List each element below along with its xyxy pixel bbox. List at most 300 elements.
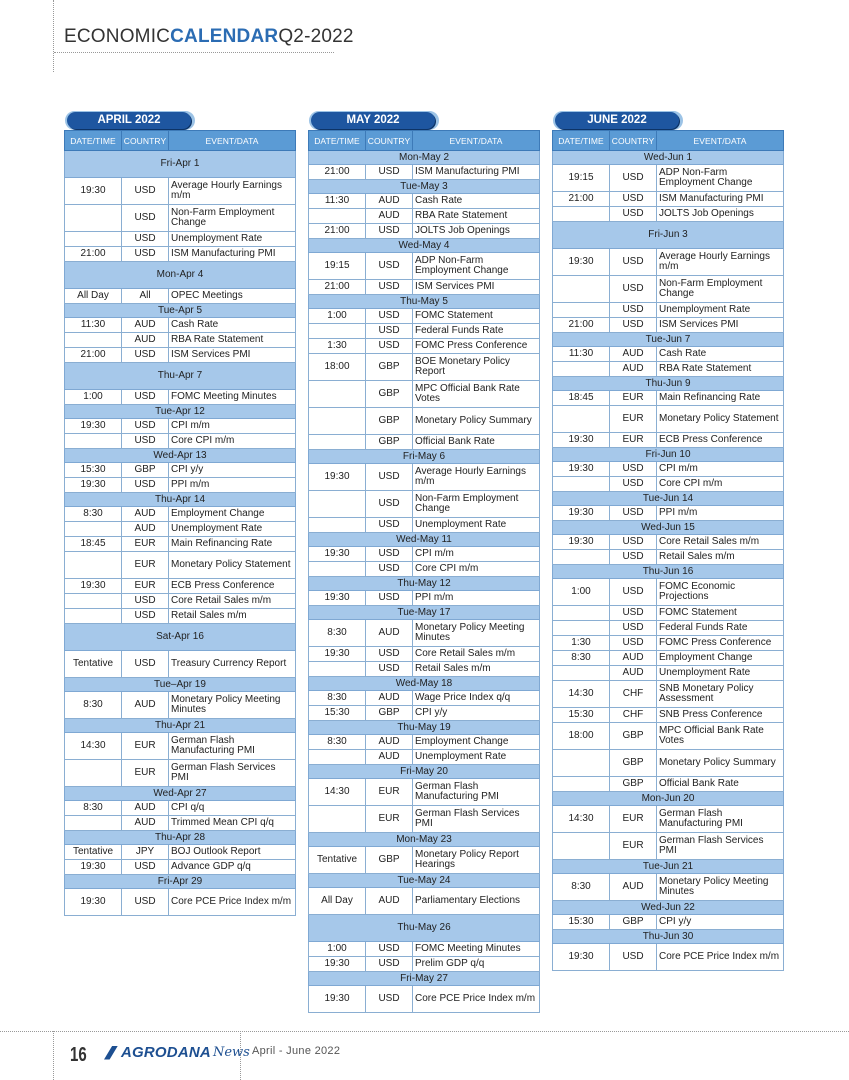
event-row — [553, 944, 784, 971]
event-country: USD — [366, 662, 413, 677]
day-label: Thu-Jun 9 — [553, 377, 784, 391]
event-time — [309, 750, 366, 765]
event-country: USD — [366, 324, 413, 339]
event-name: German Flash Services PMI — [413, 806, 540, 833]
event-row — [309, 209, 540, 224]
event-row — [309, 662, 540, 677]
event-time: 15:30 — [309, 706, 366, 721]
day-header-row — [65, 787, 296, 801]
event-time — [553, 303, 610, 318]
event-name: ISM Manufacturing PMI — [657, 192, 784, 207]
event-country: USD — [122, 348, 169, 363]
event-row — [65, 318, 296, 333]
month-banner — [311, 112, 540, 130]
event-country: AUD — [122, 318, 169, 333]
event-row — [309, 957, 540, 972]
event-time: 19:30 — [65, 178, 122, 205]
event-row — [553, 165, 784, 192]
day-header-row — [309, 833, 540, 847]
event-country: USD — [122, 247, 169, 262]
event-row — [65, 579, 296, 594]
event-time: 18:00 — [553, 723, 610, 750]
event-time — [309, 491, 366, 518]
event-country: GBP — [366, 354, 413, 381]
column-header-country: COUNTRY — [610, 131, 657, 151]
event-country: AUD — [366, 888, 413, 915]
day-label: Tue-Jun 14 — [553, 492, 784, 506]
day-header-row — [553, 492, 784, 506]
event-country: USD — [366, 491, 413, 518]
day-header-row — [553, 377, 784, 391]
event-name: ECB Press Conference — [657, 433, 784, 448]
day-header-row — [309, 577, 540, 591]
event-country: AUD — [610, 874, 657, 901]
day-label: Fri-May 20 — [309, 765, 540, 779]
event-country: USD — [610, 249, 657, 276]
event-time: 8:30 — [553, 651, 610, 666]
event-time: 18:45 — [65, 537, 122, 552]
event-country: AUD — [122, 692, 169, 719]
event-country: USD — [610, 535, 657, 550]
event-name: Federal Funds Rate — [657, 621, 784, 636]
event-name: PPI m/m — [413, 591, 540, 606]
event-name: Core Retail Sales m/m — [657, 535, 784, 550]
event-time — [553, 406, 610, 433]
event-row — [309, 847, 540, 874]
event-country: USD — [610, 506, 657, 521]
event-row — [309, 706, 540, 721]
event-time — [553, 621, 610, 636]
day-label: Thu-Apr 14 — [65, 493, 296, 507]
event-time: 14:30 — [309, 779, 366, 806]
event-row — [309, 194, 540, 209]
event-name: Official Bank Rate — [657, 777, 784, 792]
event-name: SNB Monetary Policy Assessment — [657, 681, 784, 708]
event-country: EUR — [122, 579, 169, 594]
event-row — [65, 552, 296, 579]
event-name: Average Hourly Earnings m/m — [657, 249, 784, 276]
event-time — [553, 777, 610, 792]
brand-name: AGRODANA — [121, 1044, 211, 1061]
event-time: 8:30 — [65, 507, 122, 522]
event-time — [65, 760, 122, 787]
event-time — [553, 207, 610, 222]
event-country: EUR — [366, 806, 413, 833]
event-country: USD — [610, 621, 657, 636]
event-name: Federal Funds Rate — [413, 324, 540, 339]
event-time: 21:00 — [65, 247, 122, 262]
event-row — [553, 550, 784, 565]
event-row — [309, 691, 540, 706]
event-row — [553, 651, 784, 666]
event-time — [553, 477, 610, 492]
event-time — [553, 606, 610, 621]
event-row — [65, 348, 296, 363]
event-time: 14:30 — [553, 681, 610, 708]
event-row — [65, 419, 296, 434]
event-country: USD — [610, 944, 657, 971]
event-country: USD — [610, 550, 657, 565]
event-country: USD — [122, 860, 169, 875]
event-name: BOE Monetary Policy Report — [413, 354, 540, 381]
day-label: Tue–Apr 19 — [65, 678, 296, 692]
event-name: Core PCE Price Index m/m — [413, 986, 540, 1013]
event-time: 19:30 — [65, 478, 122, 493]
day-label: Tue-Jun 7 — [553, 333, 784, 347]
event-row — [553, 207, 784, 222]
event-time: 19:30 — [309, 547, 366, 562]
event-row — [553, 433, 784, 448]
event-name: CPI m/m — [657, 462, 784, 477]
event-country: USD — [122, 419, 169, 434]
day-header-row — [309, 677, 540, 691]
event-country: USD — [366, 647, 413, 662]
column-header-event: EVENT/DATA — [169, 131, 296, 151]
day-header-row — [65, 405, 296, 419]
day-label: Wed-Apr 27 — [65, 787, 296, 801]
day-header-row — [65, 831, 296, 845]
event-country: USD — [366, 253, 413, 280]
event-name: Monetary Policy Statement — [169, 552, 296, 579]
event-name: Prelim GDP q/q — [413, 957, 540, 972]
event-country: AUD — [610, 651, 657, 666]
event-country: USD — [366, 224, 413, 239]
event-country: USD — [366, 518, 413, 533]
event-country: USD — [122, 478, 169, 493]
event-time: 19:30 — [65, 419, 122, 434]
event-country: EUR — [610, 406, 657, 433]
day-label: Thu-May 12 — [309, 577, 540, 591]
event-time: 14:30 — [553, 806, 610, 833]
event-name: FOMC Meeting Minutes — [413, 942, 540, 957]
event-name: Unemployment Rate — [169, 232, 296, 247]
event-time: 19:15 — [309, 253, 366, 280]
day-label: Thu-May 19 — [309, 721, 540, 735]
event-time — [65, 552, 122, 579]
event-country: AUD — [122, 522, 169, 537]
event-country: USD — [610, 606, 657, 621]
event-country: USD — [366, 547, 413, 562]
event-country: CHF — [610, 708, 657, 723]
event-row — [65, 594, 296, 609]
event-country: AUD — [122, 816, 169, 831]
event-country: USD — [610, 192, 657, 207]
event-row — [65, 178, 296, 205]
event-country: USD — [610, 276, 657, 303]
day-header-row — [309, 450, 540, 464]
event-time: 19:30 — [309, 464, 366, 491]
event-name: Cash Rate — [169, 318, 296, 333]
day-label: Thu-Jun 30 — [553, 930, 784, 944]
event-name: ISM Services PMI — [657, 318, 784, 333]
event-row — [65, 692, 296, 719]
event-time — [309, 806, 366, 833]
event-time: 1:30 — [309, 339, 366, 354]
event-row — [553, 777, 784, 792]
event-time: 21:00 — [553, 192, 610, 207]
month-title: MAY 2022 — [311, 112, 435, 129]
event-row — [553, 347, 784, 362]
calendar-april — [64, 112, 296, 916]
event-name: Monetary Policy Report Hearings — [413, 847, 540, 874]
event-country: USD — [366, 309, 413, 324]
event-name: SNB Press Conference — [657, 708, 784, 723]
event-row — [309, 562, 540, 577]
event-country: AUD — [122, 333, 169, 348]
event-name: PPI m/m — [657, 506, 784, 521]
event-time: 8:30 — [65, 801, 122, 816]
event-row — [553, 750, 784, 777]
event-name: PPI m/m — [169, 478, 296, 493]
event-country: USD — [366, 464, 413, 491]
month-title: JUNE 2022 — [555, 112, 679, 129]
event-name: MPC Official Bank Rate Votes — [657, 723, 784, 750]
day-label: Wed-May 11 — [309, 533, 540, 547]
event-country: AUD — [610, 362, 657, 377]
event-country: USD — [366, 591, 413, 606]
event-row — [309, 280, 540, 295]
day-label: Fri-Apr 29 — [65, 875, 296, 889]
event-time: 1:00 — [309, 309, 366, 324]
event-time: 19:30 — [65, 579, 122, 594]
event-row — [309, 806, 540, 833]
event-country: USD — [366, 165, 413, 180]
column-header-event: EVENT/DATA — [413, 131, 540, 151]
event-country: EUR — [610, 391, 657, 406]
event-time: 21:00 — [553, 318, 610, 333]
event-row — [553, 506, 784, 521]
event-country: AUD — [122, 507, 169, 522]
event-name: FOMC Statement — [657, 606, 784, 621]
event-row — [553, 192, 784, 207]
event-row — [65, 609, 296, 624]
event-name: CPI y/y — [169, 463, 296, 478]
event-name: Core CPI m/m — [169, 434, 296, 449]
event-country: GBP — [366, 435, 413, 450]
event-time: 21:00 — [65, 348, 122, 363]
event-time: 1:00 — [65, 390, 122, 405]
event-name: Monetary Policy Summary — [657, 750, 784, 777]
event-country: GBP — [610, 723, 657, 750]
event-country: AUD — [366, 209, 413, 224]
event-name: Core PCE Price Index m/m — [169, 889, 296, 916]
day-header-row — [553, 930, 784, 944]
event-row — [309, 381, 540, 408]
event-time: Tentative — [65, 845, 122, 860]
event-time: 18:00 — [309, 354, 366, 381]
event-time — [65, 434, 122, 449]
month-banner — [67, 112, 296, 130]
day-label: Fri-Jun 10 — [553, 448, 784, 462]
event-name: Cash Rate — [657, 347, 784, 362]
event-name: Retail Sales m/m — [169, 609, 296, 624]
event-time: 19:30 — [553, 535, 610, 550]
event-time: All Day — [65, 289, 122, 304]
event-name: Employment Change — [169, 507, 296, 522]
event-name: Monetary Policy Meeting Minutes — [169, 692, 296, 719]
day-label: Fri-Jun 3 — [553, 222, 784, 249]
event-row — [309, 735, 540, 750]
event-name: OPEC Meetings — [169, 289, 296, 304]
event-name: RBA Rate Statement — [169, 333, 296, 348]
column-header-country: COUNTRY — [366, 131, 413, 151]
column-header-time: DATE/TIME — [309, 131, 366, 151]
column-header-country: COUNTRY — [122, 131, 169, 151]
day-label: Fri-Apr 1 — [65, 151, 296, 178]
event-time — [65, 594, 122, 609]
event-country: USD — [610, 462, 657, 477]
event-row — [553, 477, 784, 492]
event-country: GBP — [366, 847, 413, 874]
column-header-time: DATE/TIME — [553, 131, 610, 151]
event-country: EUR — [610, 433, 657, 448]
event-country: USD — [610, 318, 657, 333]
event-row — [309, 309, 540, 324]
event-name: Unemployment Rate — [413, 750, 540, 765]
event-country: USD — [366, 957, 413, 972]
event-name: CPI m/m — [169, 419, 296, 434]
event-country: USD — [366, 280, 413, 295]
event-row — [309, 165, 540, 180]
day-header-row — [309, 180, 540, 194]
event-time — [65, 232, 122, 247]
event-time: 1:00 — [309, 942, 366, 957]
event-name: Trimmed Mean CPI q/q — [169, 816, 296, 831]
event-time: 19:30 — [553, 944, 610, 971]
day-header-row — [553, 565, 784, 579]
event-country: USD — [610, 636, 657, 651]
day-label: Thu-Jun 16 — [553, 565, 784, 579]
event-time — [309, 518, 366, 533]
event-name: Employment Change — [413, 735, 540, 750]
event-country: EUR — [610, 806, 657, 833]
brand-mark-icon — [104, 1046, 118, 1060]
day-label: Wed-Jun 1 — [553, 151, 784, 165]
event-time: 8:30 — [309, 691, 366, 706]
calendar-june — [552, 112, 784, 971]
event-row — [553, 636, 784, 651]
header-suffix: Q2-2022 — [278, 26, 354, 47]
event-name: RBA Rate Statement — [657, 362, 784, 377]
event-name: Monetary Policy Statement — [657, 406, 784, 433]
event-time — [553, 276, 610, 303]
day-label: Wed-Apr 13 — [65, 449, 296, 463]
event-country: USD — [122, 609, 169, 624]
day-header-row — [553, 901, 784, 915]
day-header-row — [309, 533, 540, 547]
event-country: GBP — [366, 381, 413, 408]
day-label: Sat-Apr 16 — [65, 624, 296, 651]
event-time — [65, 333, 122, 348]
event-row — [65, 463, 296, 478]
day-label: Mon-May 23 — [309, 833, 540, 847]
event-name: FOMC Statement — [413, 309, 540, 324]
event-country: USD — [366, 339, 413, 354]
event-name: Wage Price Index q/q — [413, 691, 540, 706]
event-country: USD — [366, 942, 413, 957]
event-country: All — [122, 289, 169, 304]
event-name: RBA Rate Statement — [413, 209, 540, 224]
event-name: FOMC Press Conference — [657, 636, 784, 651]
day-header-row — [309, 295, 540, 309]
day-header-row — [309, 915, 540, 942]
day-header-row — [65, 875, 296, 889]
day-label: Wed-Jun 22 — [553, 901, 784, 915]
event-name: FOMC Economic Projections — [657, 579, 784, 606]
event-time — [309, 324, 366, 339]
event-country: GBP — [610, 915, 657, 930]
event-row — [309, 750, 540, 765]
event-time: 1:30 — [553, 636, 610, 651]
event-name: Unemployment Rate — [169, 522, 296, 537]
day-label: Tue-Apr 5 — [65, 304, 296, 318]
event-row — [309, 435, 540, 450]
event-time: 19:30 — [553, 506, 610, 521]
event-country: GBP — [366, 408, 413, 435]
day-label: Mon-Apr 4 — [65, 262, 296, 289]
event-country: AUD — [122, 801, 169, 816]
page-header — [64, 26, 354, 48]
event-country: AUD — [610, 347, 657, 362]
brand-logo — [104, 1044, 250, 1061]
event-row — [553, 874, 784, 901]
event-time: 19:30 — [553, 462, 610, 477]
event-name: JOLTS Job Openings — [657, 207, 784, 222]
event-time: Tentative — [65, 651, 122, 678]
event-time: 8:30 — [553, 874, 610, 901]
event-country: USD — [366, 562, 413, 577]
event-time: 11:30 — [553, 347, 610, 362]
event-time: 19:30 — [65, 860, 122, 875]
event-row — [309, 253, 540, 280]
event-name: FOMC Press Conference — [413, 339, 540, 354]
event-row — [65, 537, 296, 552]
event-name: Monetary Policy Meeting Minutes — [413, 620, 540, 647]
day-header-row — [65, 151, 296, 178]
event-time: Tentative — [309, 847, 366, 874]
event-name: Non-Farm Employment Change — [413, 491, 540, 518]
day-label: Tue-May 24 — [309, 874, 540, 888]
event-row — [553, 535, 784, 550]
event-name: CPI m/m — [413, 547, 540, 562]
event-country: USD — [610, 303, 657, 318]
event-name: ISM Services PMI — [413, 280, 540, 295]
event-time: 8:30 — [309, 620, 366, 647]
day-header-row — [553, 222, 784, 249]
event-name: Core CPI m/m — [413, 562, 540, 577]
event-row — [553, 362, 784, 377]
event-row — [309, 354, 540, 381]
event-row — [65, 522, 296, 537]
event-country: EUR — [610, 833, 657, 860]
event-row — [309, 591, 540, 606]
event-country: USD — [610, 579, 657, 606]
event-row — [65, 889, 296, 916]
event-country: GBP — [122, 463, 169, 478]
event-row — [553, 621, 784, 636]
event-row — [65, 289, 296, 304]
event-row — [309, 518, 540, 533]
event-country: USD — [122, 651, 169, 678]
event-time — [65, 522, 122, 537]
event-country: GBP — [366, 706, 413, 721]
event-name: ECB Press Conference — [169, 579, 296, 594]
day-label: Tue-Apr 12 — [65, 405, 296, 419]
page-number: 16 — [70, 1044, 87, 1066]
event-name: Official Bank Rate — [413, 435, 540, 450]
event-row — [309, 224, 540, 239]
event-time: 21:00 — [309, 224, 366, 239]
